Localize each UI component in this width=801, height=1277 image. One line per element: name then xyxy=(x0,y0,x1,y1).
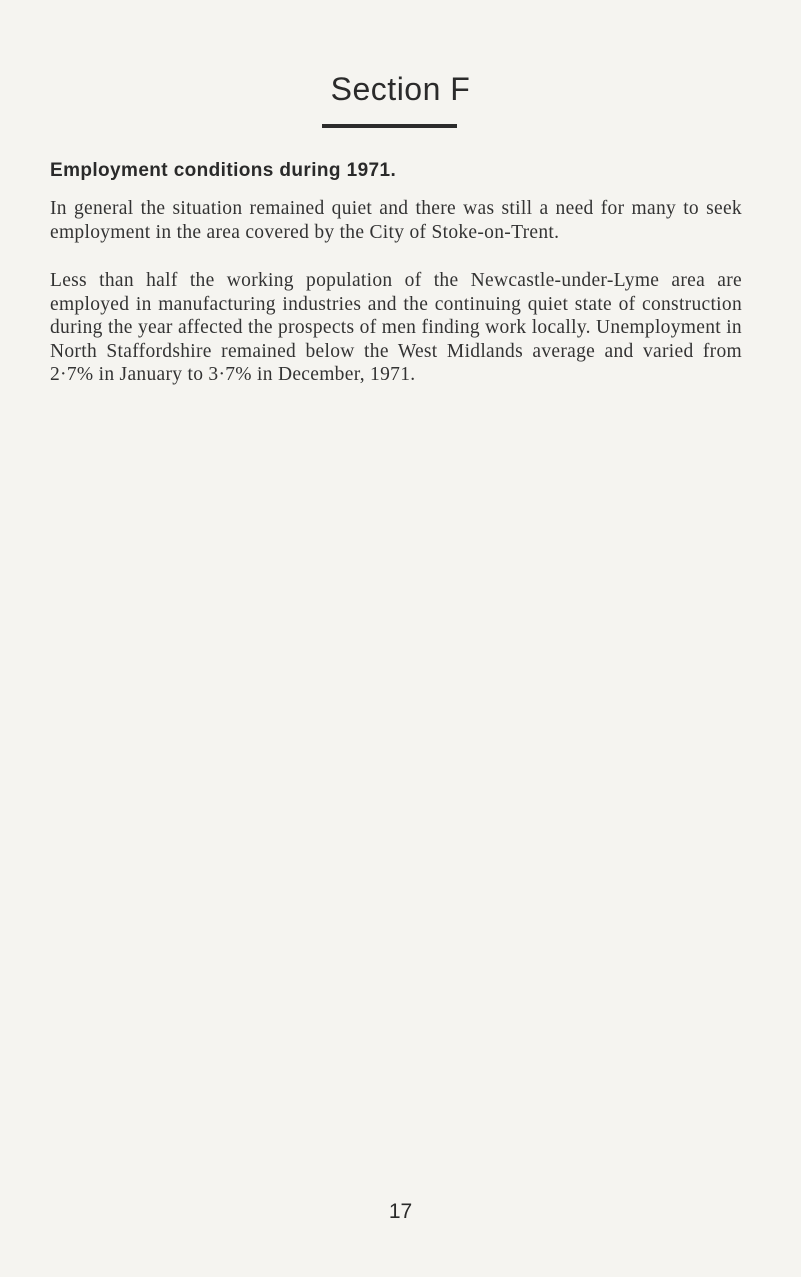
subheading: Employment conditions during 1971. xyxy=(50,160,397,181)
section-title-underline xyxy=(322,124,457,128)
page-number: 17 xyxy=(388,1200,413,1223)
paragraph-general-situation: In general the situation remained quiet and there was still a need for many to seek employment in the area covered by the City of Stoke-on-Trent. xyxy=(50,198,742,243)
section-title: Section F xyxy=(330,71,471,107)
paragraph-newcastle-employment: Less than half the working population of the Newcastle-under-Lyme area are employed in manufacturing industries and the continuing quiet state of construction during the year affected the prospects of men finding work locally. Unemployment in North Staffordshire remained below the West Midlands average and varied from 2·7% in January to 3·7% in December, 1971. xyxy=(50,270,742,385)
section-heading xyxy=(0,70,801,108)
